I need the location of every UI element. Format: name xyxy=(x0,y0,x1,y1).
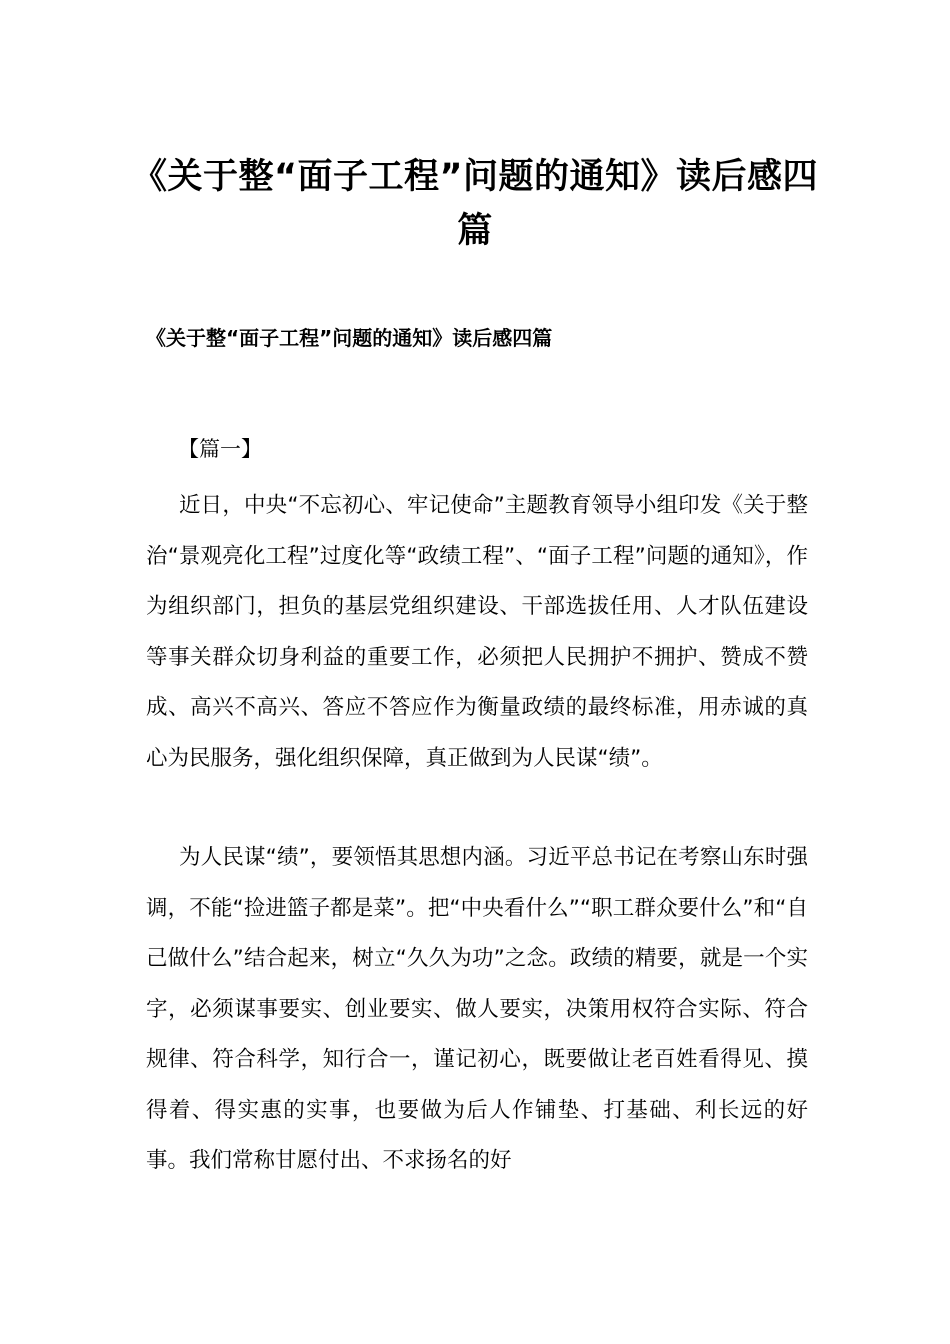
body-paragraph: 近日，中央“不忘初心、牢记使命”主题教育领导小组印发《关于整治“景观亮化工程”过度化等“政绩工程”、“面子工程”问题的通知》，作为组织部门，担负的基层党组织建设、干部选拔任用、人才队伍建设等事关群众切身利益的重要工作，必须把人民拥护不拥护、赞成不赞成、高兴不高兴、答应不答应作为衡量政绩的最终标准，用赤诚的真心为民服务，强化组织保障，真正做到为人民谋“绩”。 xyxy=(146,493,808,771)
body-paragraph: 为人民谋“绩”，要领悟其思想内涵。习近平总书记在考察山东时强调，不能“捡进篮子都是菜”。把“中央看什么”“职工群众要什么”和“自己做什么”结合起来，树立“久久为功”之念。政绩的精要，就是一个实字，必须谋事要实、创业要实、做人要实，决策用权符合实际、符合规律、符合科学，知行合一，谨记初心，既要做让老百姓看得见、摸得着、得实惠的实事，也要做为后人作铺垫、打基础、利长远的好事。我们常称甘愿付出、不求扬名的好 xyxy=(146,845,808,1173)
section-label: 【篇一】 xyxy=(178,437,262,461)
document-subtitle: 《关于整“面子工程”问题的通知》读后感四篇 xyxy=(146,326,553,350)
document-title: 《关于整“面子工程”问题的通知》读后感四篇 xyxy=(131,157,818,251)
